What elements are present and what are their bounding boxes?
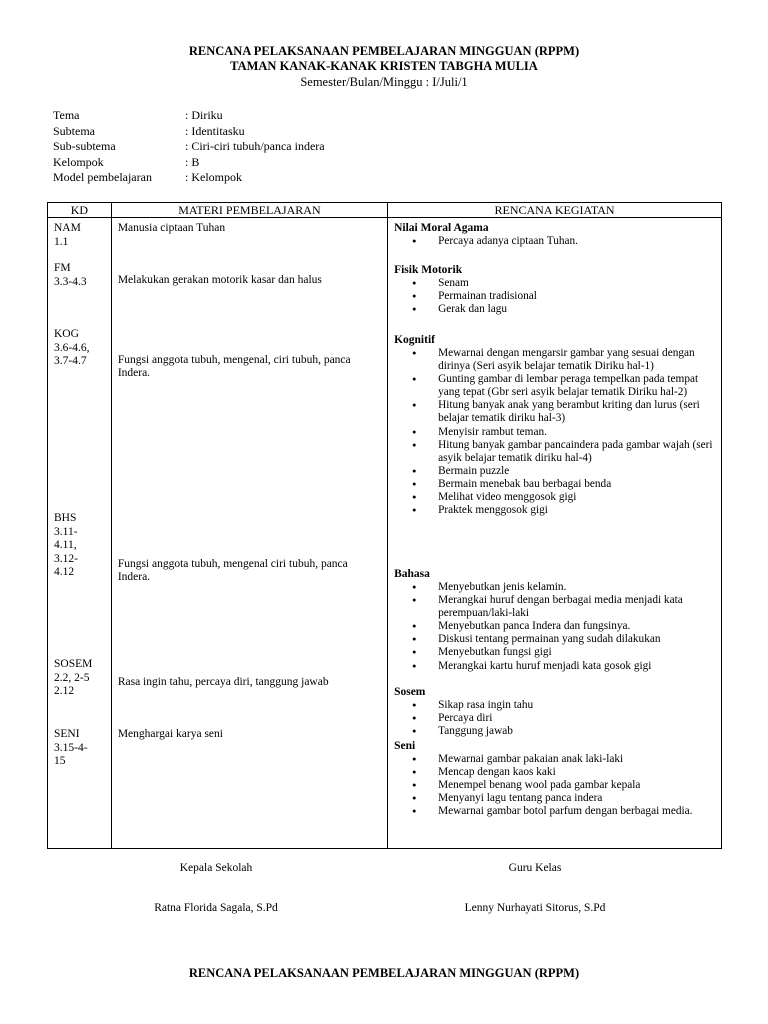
activity-list	[394, 347, 715, 517]
kd-code-line: 3.12-	[54, 552, 78, 565]
activity-item: ● Gunting gambar di lembar peraga tempelkan pada tempat yang tepat (Gbr seri asyik belajar tematik Diriku hal-2)	[394, 373, 715, 399]
activity-item: ● Diskusi tentang permainan yang sudah dilakukan	[394, 633, 715, 646]
next-page-title: RENCANA PELAKSANAAN PEMBELAJARAN MINGGUAN (RPPM)	[188, 966, 580, 980]
section-title: Kognitif	[394, 334, 435, 346]
meta-info	[53, 108, 325, 186]
activity-item: ● Mewarnai dengan mengarsir gambar yang sesuai dengan dirinya (Seri asyik belajar tematik Diriku hal-1)	[394, 347, 715, 373]
period-line: Semester/Bulan/Minggu : I/Juli/1	[300, 75, 468, 89]
activity-item: ● Menempel benang wool pada gambar kepala	[394, 779, 715, 792]
kd-code-line: 15	[54, 755, 66, 767]
materi-item: Menghargai karya seni	[117, 728, 223, 740]
kd-code-line: 3.6-4.6,	[54, 341, 90, 354]
materi-item: Fungsi anggota tubuh, mengenal, ciri tubuh, panca Indera.	[117, 354, 351, 380]
materi-item: Melakukan gerakan motorik kasar dan halus	[117, 274, 322, 286]
principal-name: Ratna Florida Sagala, S.Pd	[154, 902, 278, 914]
section-title: Fisik Motorik	[394, 264, 463, 276]
kd-code-line: NAM	[54, 222, 81, 234]
meta-value: : Ciri-ciri tubuh/panca indera	[185, 139, 325, 154]
header-materi: MATERI PEMBELAJARAN	[111, 203, 387, 218]
kegiatan-section	[394, 264, 715, 316]
activity-item: ● Bermain puzzle	[394, 465, 715, 478]
meta-row	[53, 124, 325, 140]
school-name: TAMAN KANAK-KANAK KRISTEN TABGHA MULIA	[230, 59, 538, 73]
activity-list	[394, 581, 715, 673]
kegiatan-section	[394, 740, 715, 818]
activity-item: ● Percaya adanya ciptaan Tuhan.	[394, 235, 715, 248]
kd-code-line: FM	[54, 262, 71, 274]
meta-label: Model pembelajaran	[53, 170, 152, 185]
kd-code-line: 1.1	[54, 235, 69, 248]
meta-label: Tema	[53, 108, 80, 122]
kd-code-line: 4.11,	[54, 539, 77, 551]
meta-value: : Identitasku	[185, 123, 245, 138]
activity-item: ● Menyisir rambut teman.	[394, 426, 715, 439]
meta-row	[53, 170, 325, 186]
activity-item: ● Bermain menebak bau berbagai benda	[394, 478, 715, 491]
section-title: Nilai Moral Agama	[394, 222, 489, 234]
activity-item: ● Mencap dengan kaos kaki	[394, 766, 715, 779]
kegiatan-section	[394, 222, 715, 248]
kd-code-line: 2.12	[54, 685, 75, 697]
kd-code-line: BHS	[54, 512, 77, 524]
header-kd: KD	[48, 203, 112, 218]
activity-item: ● Menyebutkan jenis kelamin.	[394, 581, 715, 594]
activity-item: ● Menyebutkan fungsi gigi	[394, 646, 715, 659]
header-kegiatan: RENCANA KEGIATAN	[388, 203, 722, 218]
kd-code-line: 2.2, 2-5	[54, 671, 90, 684]
activity-item: ● Hitung banyak gambar pancaindera pada gambar wajah (seri asyik belajar tematik diriku hal-4)	[394, 439, 715, 465]
activity-item: ● Menyebutkan panca Indera dan fungsinya.	[394, 620, 715, 633]
kegiatan-section	[394, 568, 715, 673]
kd-code-line: 3.7-4.7	[54, 355, 87, 367]
materi-item: Fungsi anggota tubuh, mengenal ciri tubuh, panca Indera.	[117, 558, 348, 584]
kd-code-line: SENI	[54, 728, 80, 740]
activity-list	[394, 753, 715, 818]
activity-item: ● Tanggung jawab	[394, 725, 715, 738]
kd-code	[54, 512, 78, 580]
activity-item: ● Merangkai kartu huruf menjadi kata gosok gigi	[394, 660, 715, 673]
activity-item: ● Mewarnai gambar pakaian anak laki-laki	[394, 753, 715, 766]
activity-item: ● Senam	[394, 277, 715, 290]
meta-row	[53, 155, 325, 171]
kd-code	[54, 728, 88, 769]
kd-code-line: 3.11-	[54, 525, 78, 538]
kd-code	[54, 222, 81, 249]
kd-code	[54, 658, 92, 699]
activity-item: ● Merangkai huruf dengan berbagai media menjadi kata perempuan/laki-laki	[394, 594, 715, 620]
kd-code	[54, 328, 89, 369]
activity-item: ● Gerak dan lagu	[394, 303, 715, 316]
meta-value: : Diriku	[185, 108, 223, 122]
kd-code-line: 3.15-4-	[54, 741, 88, 754]
activity-item: ● Mewarnai gambar botol parfum dengan berbagai media.	[394, 805, 715, 818]
kegiatan-section	[394, 686, 715, 738]
meta-row	[53, 139, 325, 155]
section-title: Seni	[394, 740, 416, 752]
teacher-role: Guru Kelas	[508, 862, 562, 874]
kd-column	[48, 218, 111, 848]
rppm-table	[47, 202, 722, 849]
meta-value: : Kelompok	[185, 170, 242, 185]
document-title: RENCANA PELAKSANAAN PEMBELAJARAN MINGGUAN (RPPM)	[188, 44, 580, 58]
principal-role: Kepala Sekolah	[179, 862, 253, 874]
meta-label: Kelompok	[53, 154, 104, 169]
activity-item: ● Hitung banyak anak yang berambut kriting dan lurus (seri belajar tematik diriku hal-3)	[394, 399, 715, 425]
activity-list	[394, 699, 715, 738]
kd-code-line: 4.12	[54, 566, 75, 578]
materi-item: Rasa ingin tahu, percaya diri, tanggung jawab	[117, 676, 329, 688]
materi-item: Manusia ciptaan Tuhan	[117, 222, 226, 234]
kd-code-line: KOG	[54, 328, 79, 340]
activity-item: ● Sikap rasa ingin tahu	[394, 699, 715, 712]
kegiatan-column	[388, 218, 721, 848]
kegiatan-section	[394, 334, 715, 517]
section-title: Sosem	[394, 686, 426, 698]
meta-label: Subtema	[53, 123, 95, 138]
kd-code-line: SOSEM	[54, 658, 93, 670]
activity-item: ● Permainan tradisional	[394, 290, 715, 303]
teacher-name: Lenny Nurhayati Sitorus, S.Pd	[464, 902, 606, 914]
materi-column	[112, 218, 387, 848]
activity-list	[394, 235, 715, 248]
kd-code-line: 3.3-4.3	[54, 275, 87, 288]
section-title: Bahasa	[394, 568, 430, 580]
meta-value: : B	[185, 154, 200, 169]
activity-list	[394, 277, 715, 316]
activity-item: ● Praktek menggosok gigi	[394, 504, 715, 517]
activity-item: ● Melihat video menggosok gigi	[394, 491, 715, 504]
activity-item: ● Percaya diri	[394, 712, 715, 725]
activity-item: ● Menyanyi lagu tentang panca indera	[394, 792, 715, 805]
meta-row	[53, 108, 325, 124]
meta-label: Sub-subtema	[53, 139, 116, 154]
kd-code	[54, 262, 87, 289]
